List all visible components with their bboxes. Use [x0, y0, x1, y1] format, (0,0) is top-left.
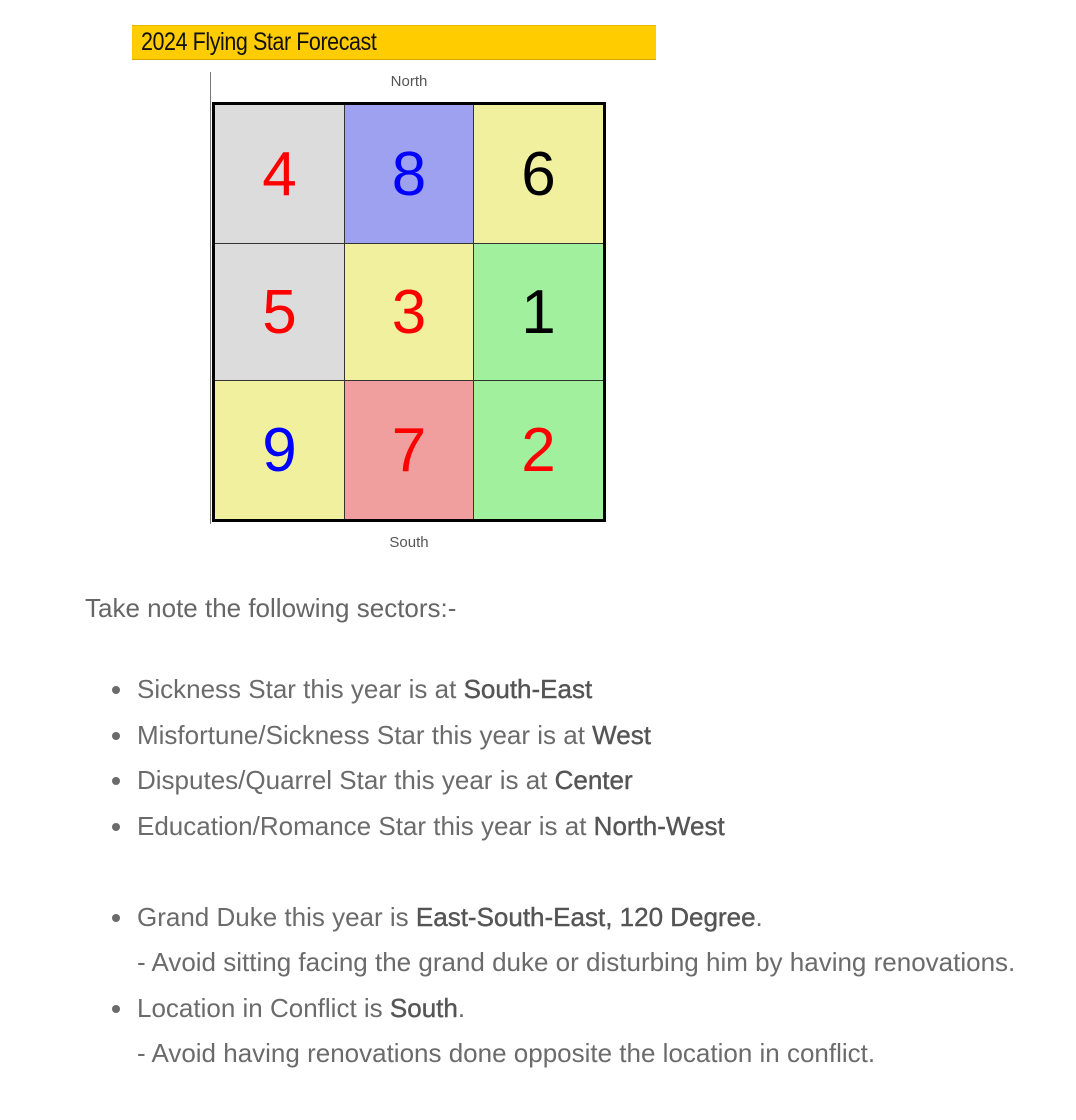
list-item [137, 765, 725, 811]
conflict-text: Location in Conflict is [137, 993, 390, 1023]
grid-cell-northeast: 6 [474, 105, 603, 244]
grid-cell-north: 8 [345, 105, 474, 244]
grid-cell-east: 1 [474, 244, 603, 381]
notes-heading: Take note the following sectors:- [85, 593, 457, 623]
star-location: South-East [463, 674, 593, 704]
forecast-title: 2024 Flying Star Forecast [141, 28, 377, 56]
grand-duke-conflict-list [137, 902, 1015, 1084]
grand-duke-period: . [755, 902, 763, 932]
south-label: South [389, 534, 429, 551]
star-location: Center [554, 765, 633, 795]
grid-cell-southwest: 9 [215, 381, 345, 519]
list-item-conflict [137, 993, 1015, 1084]
star-location: North-West [593, 810, 725, 841]
grand-duke-location: East-South-East, 120 Degree [415, 902, 756, 932]
list-item [137, 811, 725, 857]
star-text: Sickness Star this year is at [137, 674, 464, 704]
star-sector-list [137, 674, 725, 856]
grid-cell-center: 3 [345, 244, 474, 381]
grand-duke-advice: - Avoid sitting facing the grand duke or disturbing him by having renovations. [137, 947, 1016, 977]
list-item-grand-duke [137, 902, 1015, 993]
grid-cell-southeast: 2 [474, 381, 603, 519]
conflict-advice: - Avoid having renovations done opposite the location in conflict. [137, 1038, 876, 1068]
grand-duke-text: Grand Duke this year is [137, 902, 416, 932]
flying-star-grid [212, 102, 606, 522]
star-location: West [592, 719, 651, 750]
north-label: North [390, 73, 428, 90]
list-item [137, 674, 725, 720]
grid-cell-west: 5 [215, 244, 345, 381]
list-item [137, 720, 725, 766]
conflict-period: . [457, 993, 466, 1023]
left-divider-line [210, 72, 211, 524]
star-text: Misfortune/Sickness Star this year is at [137, 719, 593, 750]
star-text: Disputes/Quarrel Star this year is at [137, 765, 555, 795]
star-text: Education/Romance Star this year is at [137, 810, 594, 841]
grid-cell-northwest: 4 [215, 105, 345, 244]
grid-cell-south: 7 [345, 381, 474, 519]
conflict-location: South [389, 993, 458, 1023]
forecast-title-bar [132, 25, 656, 60]
